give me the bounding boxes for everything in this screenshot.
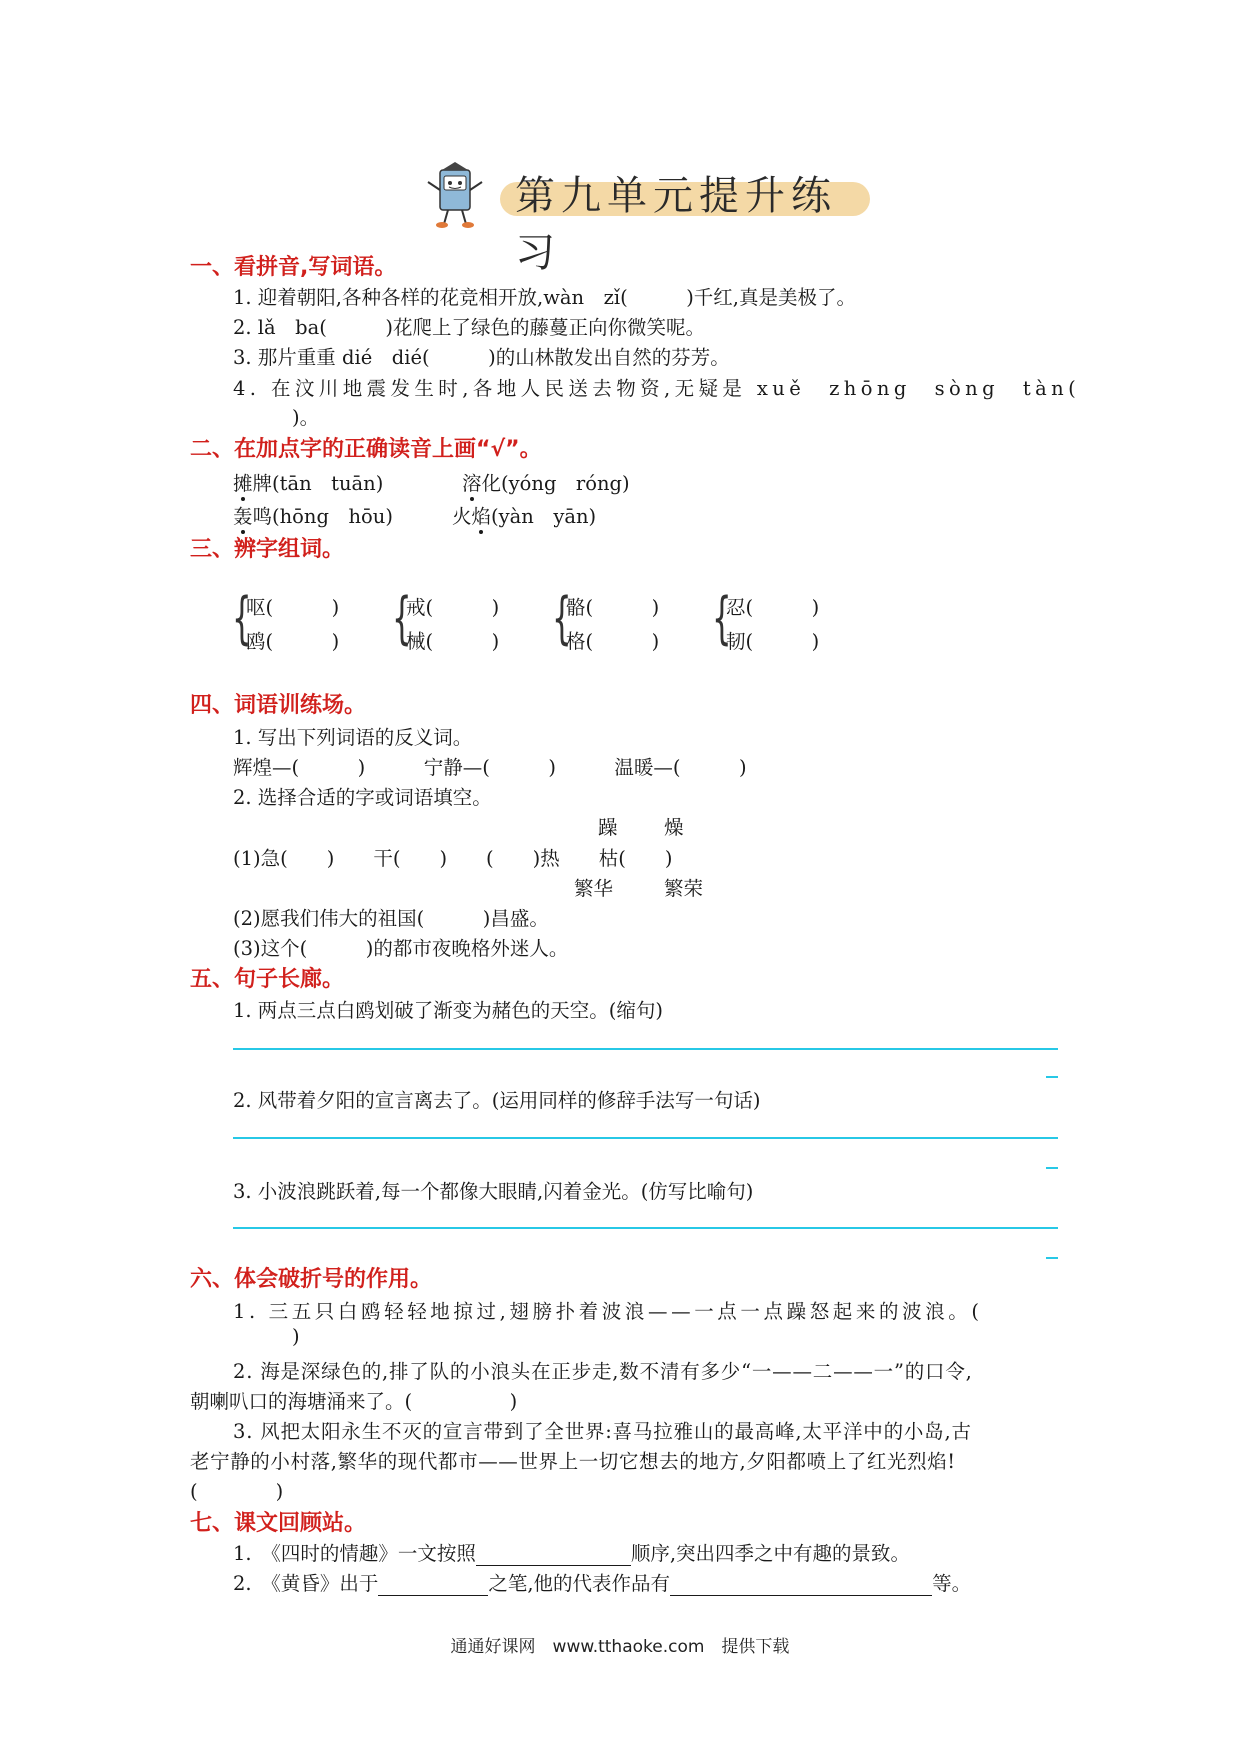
s2-item-2-rest: 化(yóng róng) — [481, 472, 630, 495]
char-group-2-bottom: 械( ) — [406, 630, 500, 653]
char-group-1-top: 呕( ) — [246, 596, 340, 619]
s7-q2-text-end: 等。 — [932, 1572, 972, 1595]
s4-q2-part1: (1)急( ) 干( ) ( )热 枯( ) — [233, 847, 673, 870]
char-group-4-top: 忍( ) — [726, 596, 820, 619]
answer-line[interactable] — [233, 1137, 1058, 1139]
brace-icon: { — [392, 586, 412, 651]
brace-icon: { — [552, 586, 572, 651]
s6-q1: 1. 三五只白鸥轻轻地掠过,翅膀扑着波浪——一点一点躁怒起来的波浪。( — [233, 1300, 983, 1323]
s6-q3-cont: 老宁静的小村落,繁华的现代都市——世界上一切它想去的地方,夕阳都喷上了红光烈焰! — [190, 1450, 956, 1473]
section-1-heading: 一、看拼音,写词语。 — [190, 255, 397, 280]
s4-q2: 2. 选择合适的字或词语填空。 — [233, 786, 492, 809]
s2-item-3-rest: 鸣(hōng hōu) — [252, 505, 393, 528]
section-5-heading: 五、句子长廊。 — [190, 967, 345, 992]
s4-option-2b: 繁荣 — [664, 877, 704, 900]
char-group-2-top: 戒( ) — [406, 596, 500, 619]
s1-q4: 4. 在汶川地震发生时,各地人民送去物资,无疑是 xuě zhōng sòng tàn( — [233, 377, 1081, 400]
s4-option-1b: 燥 — [664, 816, 684, 839]
dotted-char: 溶 — [462, 472, 482, 495]
s2-item-2 — [462, 468, 630, 496]
char-group-4-bottom: 韧( ) — [726, 630, 820, 653]
s6-q3-blank: ( ) — [190, 1480, 284, 1503]
s4-q2-part2: (2)愿我们伟大的祖国( )昌盛。 — [233, 907, 549, 930]
s7-q2 — [233, 1568, 971, 1596]
s2-item-4-rest: (yàn yān) — [491, 505, 597, 528]
s7-q1 — [233, 1538, 910, 1566]
s2-item-1 — [233, 468, 383, 496]
s5-q3: 3. 小波浪跳跃着,每一个都像大眼睛,闪着金光。(仿写比喻句) — [233, 1180, 754, 1203]
s6-q3: 3. 风把太阳永生不灭的宣言带到了全世界:喜马拉雅山的最高峰,太平洋中的小岛,古 — [233, 1420, 972, 1443]
dotted-char: 轰 — [233, 505, 253, 528]
char-group-3-bottom: 格( ) — [566, 630, 660, 653]
s5-q2: 2. 风带着夕阳的宣言离去了。(运用同样的修辞手法写一句话) — [233, 1089, 761, 1112]
s2-item-4 — [452, 501, 596, 529]
s1-q3: 3. 那片重重 dié dié( )的山林散发出自然的芬芳。 — [233, 346, 730, 369]
s1-q4-end: )。 — [292, 406, 320, 429]
dash-mark — [1046, 1257, 1058, 1259]
s1-q1: 1. 迎着朝阳,各种各样的花竞相开放,wàn zǐ( )千红,真是美极了。 — [233, 286, 857, 309]
section-7-heading: 七、课文回顾站。 — [190, 1511, 367, 1536]
s7-q2-text-mid: 之笔,他的代表作品有 — [488, 1572, 671, 1595]
section-4-heading: 四、词语训练场。 — [190, 693, 367, 718]
s2-item-3 — [233, 501, 393, 529]
answer-line[interactable] — [233, 1227, 1058, 1229]
s6-q1-end: ) — [292, 1325, 300, 1348]
s2-item-1-rest: 牌(tān tuān) — [252, 472, 384, 495]
section-6-heading: 六、体会破折号的作用。 — [190, 1267, 433, 1292]
brace-icon: { — [232, 586, 252, 651]
fill-blank[interactable] — [670, 1575, 932, 1596]
s2-item-4-pre: 火 — [452, 505, 472, 528]
dash-mark — [1046, 1076, 1058, 1078]
footer: 通通好课网 www.tthaoke.com 提供下载 — [450, 1637, 790, 1657]
s4-q1: 1. 写出下列词语的反义词。 — [233, 726, 473, 749]
brace-icon: { — [712, 586, 732, 651]
section-3-heading: 三、辨字组词。 — [190, 537, 345, 562]
fill-blank[interactable] — [378, 1575, 488, 1596]
dotted-char: 摊 — [233, 472, 253, 495]
s7-q2-text: 2. 《黄昏》出于 — [233, 1572, 379, 1595]
title-banner — [420, 160, 880, 276]
s7-q1-text: 1. 《四时的情趣》一文按照 — [233, 1542, 476, 1565]
s6-q2: 2. 海是深绿色的,排了队的小浪头在正步走,数不清有多少“一——二——一”的口令, — [233, 1360, 973, 1383]
book-mascot-icon — [420, 160, 490, 230]
s5-q1: 1. 两点三点白鸥划破了渐变为赭色的天空。(缩句) — [233, 999, 664, 1022]
char-group-3-top: 骼( ) — [566, 596, 660, 619]
dash-mark — [1046, 1167, 1058, 1169]
s4-q2-part3: (3)这个( )的都市夜晚格外迷人。 — [233, 937, 569, 960]
fill-blank[interactable] — [476, 1545, 631, 1566]
s6-q2-cont: 朝喇叭口的海塘涌来了。( ) — [190, 1390, 518, 1413]
char-group-1-bottom: 鸥( ) — [246, 630, 340, 653]
section-2-heading: 二、在加点字的正确读音上画“√”。 — [190, 437, 542, 462]
answer-line[interactable] — [233, 1048, 1058, 1050]
dotted-char: 焰 — [471, 505, 492, 528]
s4-option-2a: 繁华 — [574, 877, 614, 900]
page-title: 第九单元提升练习 — [515, 173, 837, 276]
s7-q1-text-end: 顺序,突出四季之中有趣的景致。 — [630, 1542, 911, 1565]
s4-option-1a: 躁 — [598, 816, 618, 839]
s4-q1-antonyms: 辉煌—( ) 宁静—( ) 温暖—( ) — [233, 756, 747, 779]
s1-q2: 2. lǎ ba( )花爬上了绿色的藤蔓正向你微笑呢。 — [233, 316, 705, 339]
